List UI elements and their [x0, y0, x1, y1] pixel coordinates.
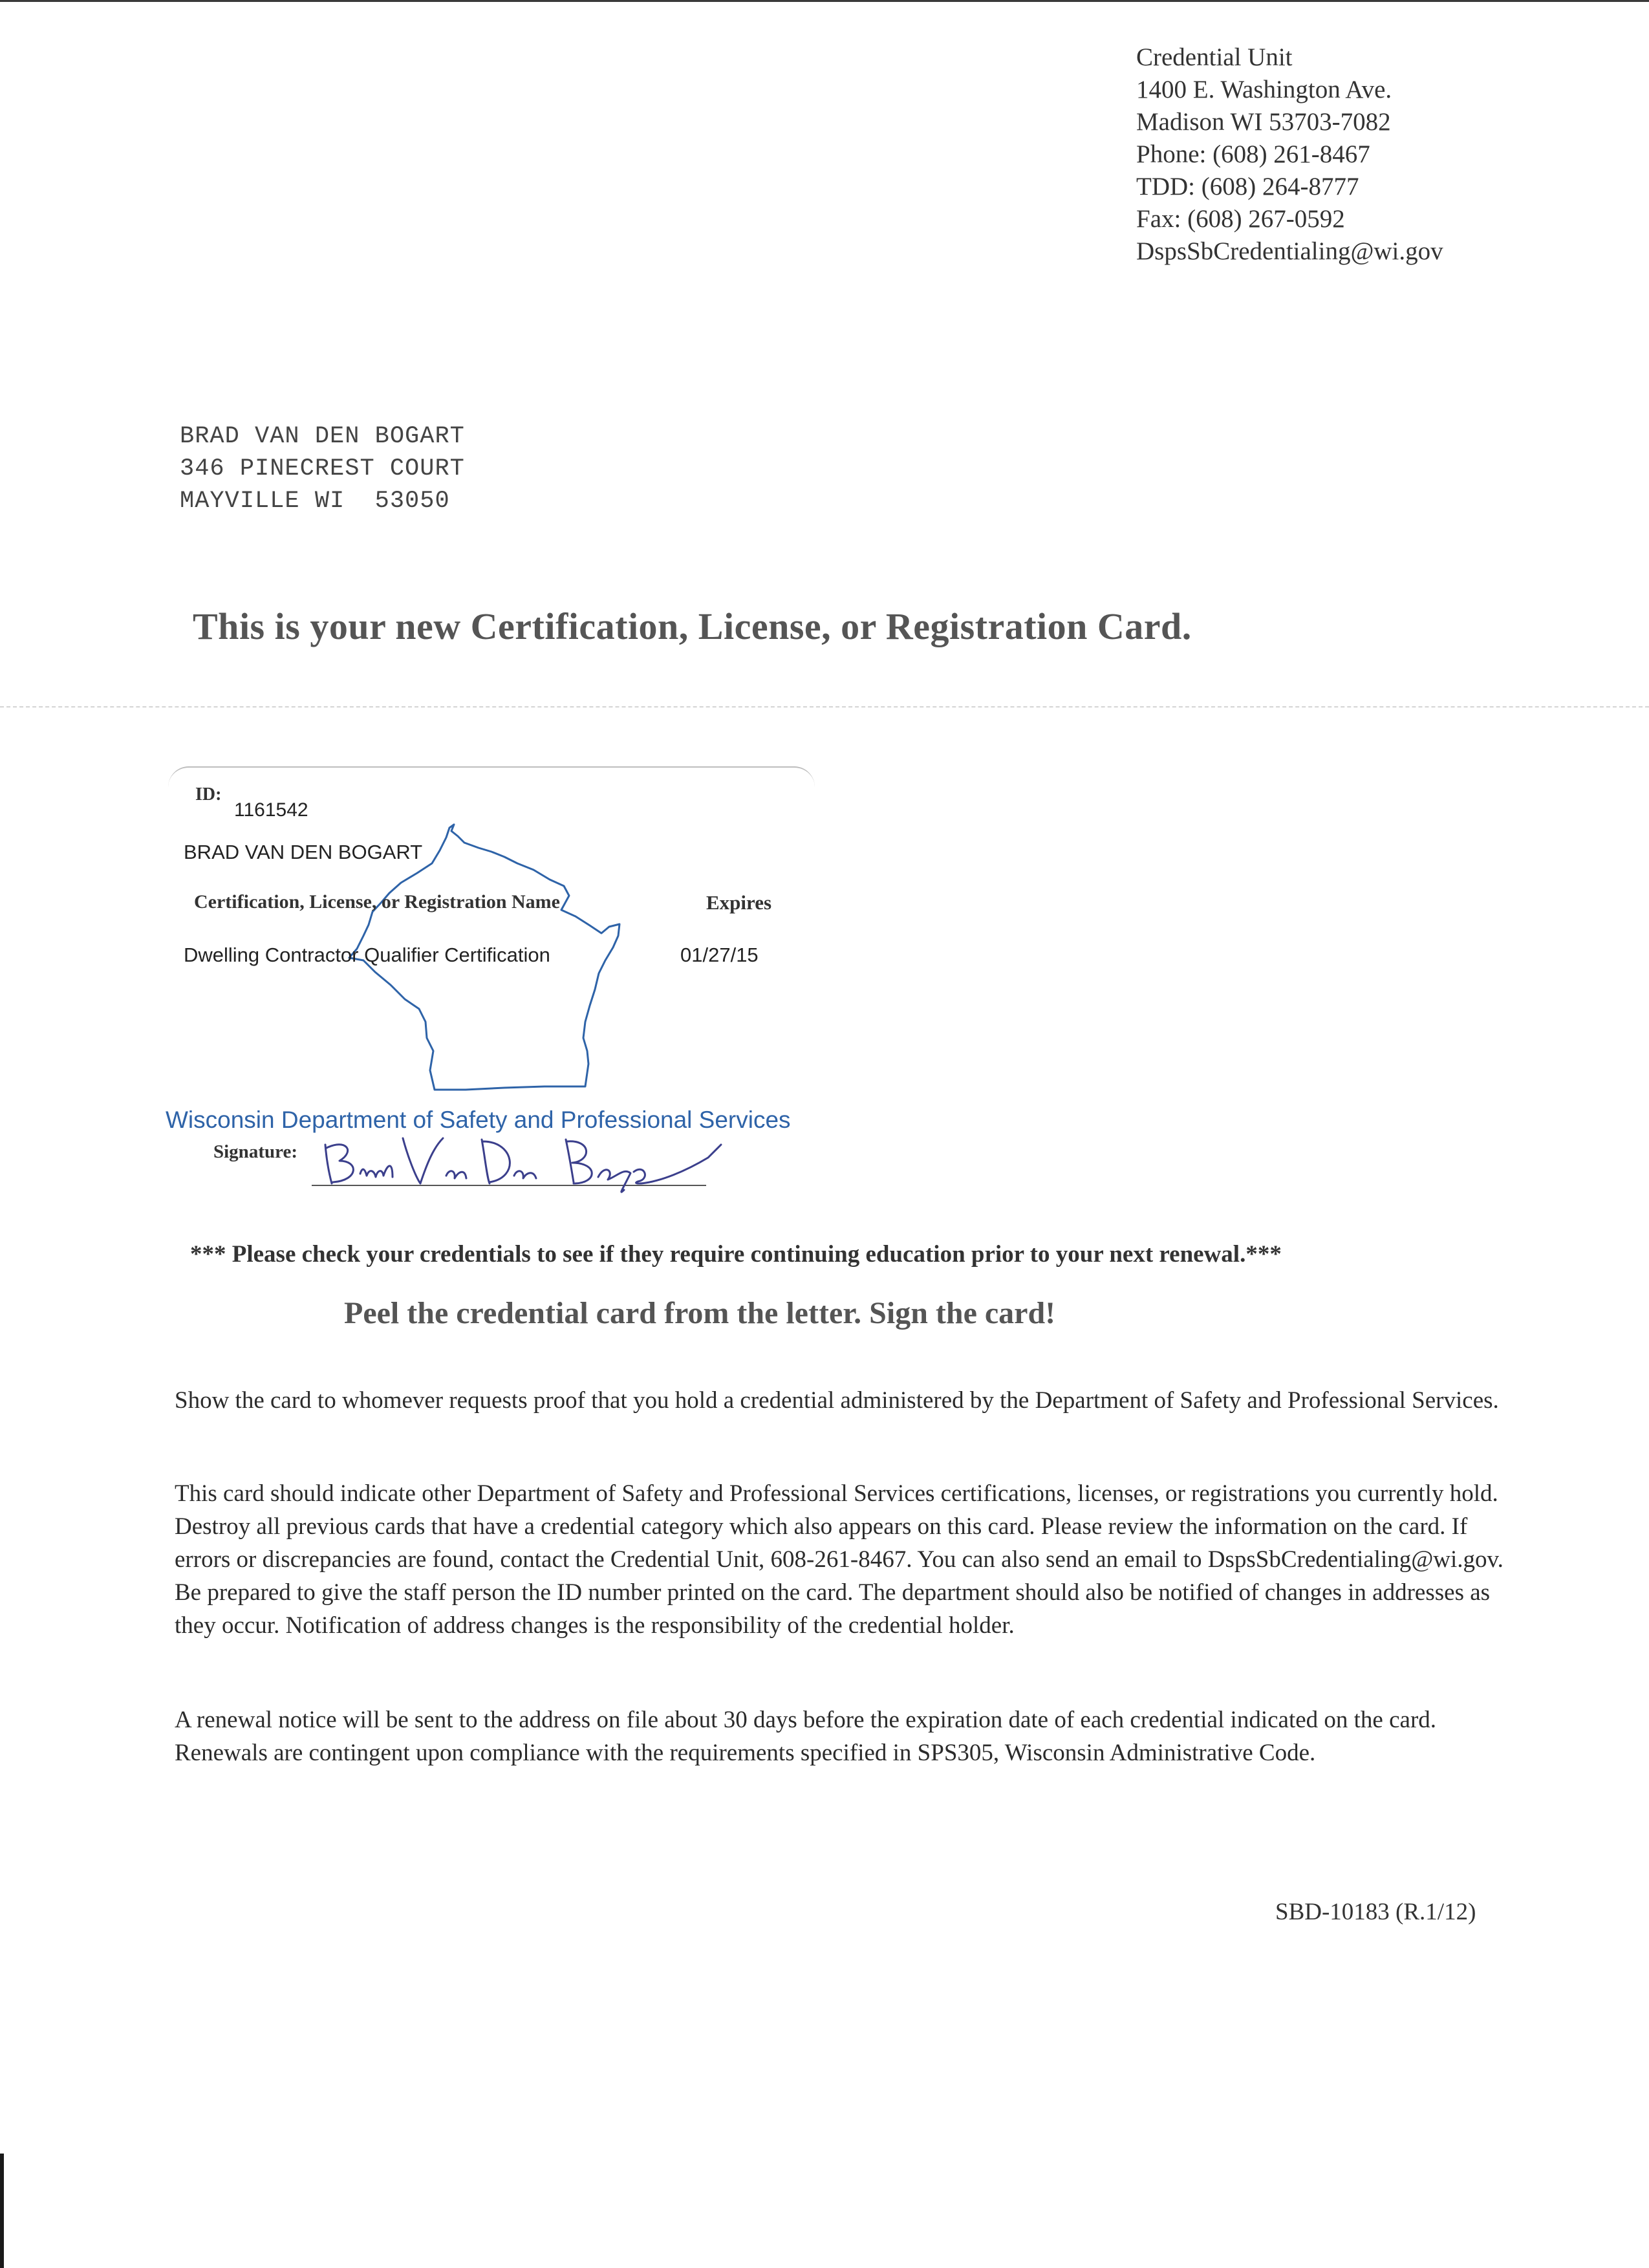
paragraph-renewal-notice: A renewal notice will be sent to the address on file about 30 days before the expiration date of each credential indicated on the card. Renewals are contingent upon compliance with the requirements specified in SPS305, Wisconsin Administrative Code. — [175, 1707, 1437, 1766]
card-department-name: Wisconsin Department of Safety and Professional Services — [166, 1107, 791, 1133]
continuing-education-notice: *** Please check your credentials to see if they require continuing education prior to your next renewal.*** — [190, 1241, 1282, 1268]
recipient-street: 346 PINECREST COURT — [180, 455, 465, 482]
perforation-line — [0, 706, 1649, 707]
paragraph-card-review: This card should indicate other Department of Safety and Professional Services certifications, licenses, or registrations you currently hold. Destroy all previous cards that have a credential category which also appears on this card. Please review the information on the card. If errors or discrepancies are found, contact the Credential Unit, 608-261-8467. You can also send an email to DspsSbCredentialing@wi.gov. Be prepared to give the staff person the ID number printed on the card. The department should also be notified of changes in addresses as they occur. Notification of address changes is the responsibility of the credential holder. — [175, 1480, 1503, 1639]
card-credential-name-header: Certification, License, or Registration Name — [194, 891, 560, 913]
card-holder-name: BRAD VAN DEN BOGART — [184, 841, 423, 863]
recipient-city: MAYVILLE WI 53050 — [180, 488, 450, 515]
form-code: SBD-10183 (R.1/12) — [1275, 1899, 1476, 1925]
recipient-address-block — [180, 420, 465, 517]
sender-phone: Phone: (608) 261-8467 — [1136, 140, 1370, 168]
card-expires-header: Expires — [706, 891, 772, 914]
sender-email: DspsSbCredentialing@wi.gov — [1136, 237, 1443, 265]
card-credential-name: Dwelling Contractor Qualifier Certification — [184, 944, 550, 966]
peel-instruction: Peel the credential card from the letter. Sign the card! — [344, 1296, 1056, 1330]
card-signature-label: Signature: — [213, 1141, 297, 1162]
credential-card[interactable] — [155, 766, 812, 1193]
card-expiration-date: 01/27/15 — [680, 944, 759, 966]
card-id-number: 1161542 — [234, 799, 308, 821]
sender-tdd: TDD: (608) 264-8777 — [1136, 173, 1359, 200]
handwritten-signature — [320, 1125, 734, 1196]
sender-street: 1400 E. Washington Ave. — [1136, 76, 1392, 103]
sender-unit: Credential Unit — [1136, 43, 1293, 71]
paragraph-proof-of-credential: Show the card to whomever requests proof that you hold a credential administered by the Department of Safety and Professional Services. — [175, 1387, 1499, 1414]
sender-address-block — [1136, 41, 1443, 268]
scan-top-edge — [0, 0, 1649, 2]
scan-left-edge — [0, 2154, 4, 2268]
recipient-name: BRAD VAN DEN BOGART — [180, 423, 465, 450]
card-id-label: ID: — [195, 784, 222, 805]
letter-headline: This is your new Certification, License, or Registration Card. — [193, 605, 1192, 647]
sender-city: Madison WI 53703-7082 — [1136, 108, 1391, 136]
sender-fax: Fax: (608) 267-0592 — [1136, 205, 1345, 233]
